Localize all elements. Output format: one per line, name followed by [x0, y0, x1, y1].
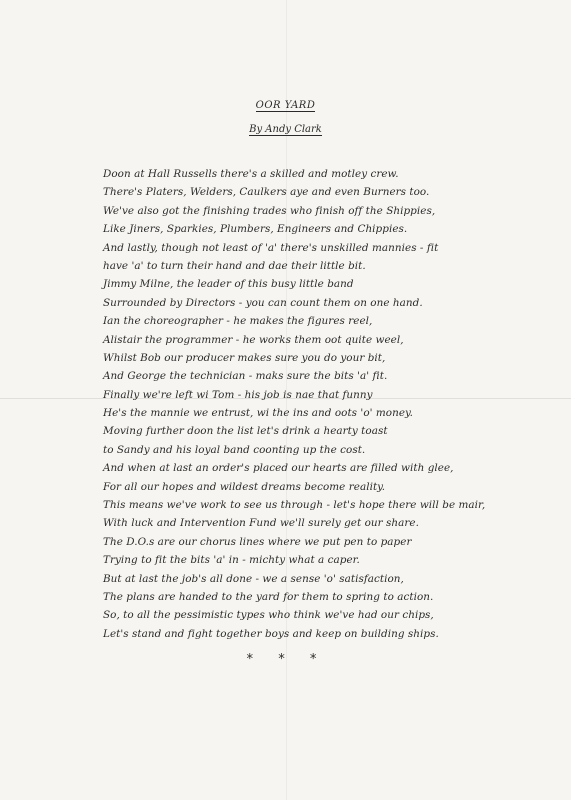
end-mark: * * *: [245, 652, 326, 667]
poem-line: And George the technician - maks sure the bits 'a' fit.: [103, 370, 388, 383]
poem-line: Trying to fit the bits 'a' in - michty what a caper.: [103, 554, 360, 567]
poem-line: Whilst Bob our producer makes sure you do your bit,: [103, 351, 386, 364]
poem-line: With luck and Intervention Fund we'll surely get our share.: [103, 517, 419, 530]
poem-line: Jimmy Milne, the leader of this busy little band: [103, 278, 354, 291]
poem-line: So, to all the pessimistic types who think we've had our chips,: [103, 609, 434, 622]
poem-body: [103, 165, 553, 643]
poem-line: Finally we're left wi Tom - his job is nae that funny: [103, 388, 373, 401]
poem-title-text: OOR YARD: [255, 100, 316, 111]
poem-line: Alistair the programmer - he works them oot quite weel,: [103, 333, 404, 346]
poem-line: And when at last an order's placed our hearts are filled with glee,: [103, 462, 454, 475]
poem-line: The D.O.s are our chorus lines where we put pen to paper: [103, 535, 412, 548]
poem-byline: [0, 124, 571, 135]
poem-line: This means we've work to see us through - let's hope there will be mair,: [103, 499, 486, 512]
poem-line: Moving further doon the list let's drink a hearty toast: [103, 425, 388, 438]
poem-line: to Sandy and his loyal band coonting up the cost.: [103, 443, 366, 456]
poem-byline-text: By Andy Clark: [249, 124, 322, 135]
poem-line: Ian the choreographer - he makes the figures reel,: [103, 315, 373, 328]
poem-line: Surrounded by Directors - you can count them on one hand.: [103, 296, 423, 309]
poem-line: For all our hopes and wildest dreams become reality.: [103, 480, 386, 493]
poem-line: Let's stand and fight together boys and keep on building ships.: [103, 627, 439, 640]
poem-line: The plans are handed to the yard for them to spring to action.: [103, 590, 434, 603]
poem-line: There's Platers, Welders, Caulkers aye and even Burners too.: [103, 186, 430, 199]
poem-line: But at last the job's all done - we a sense 'o' satisfaction,: [103, 572, 404, 585]
poem-line: And lastly, though not least of 'a' there's unskilled mannies - fit: [103, 241, 439, 254]
poem-line: Doon at Hall Russells there's a skilled and motley crew.: [103, 168, 399, 180]
poem-title: [0, 100, 571, 111]
poem-line: We've also got the finishing trades who finish off the Shippies,: [103, 204, 436, 217]
poem-line: He's the mannie we entrust, wi the ins and oots 'o' money.: [103, 407, 413, 420]
poem-line: Like Jiners, Sparkies, Plumbers, Engineers and Chippies.: [103, 223, 408, 236]
poem-line: have 'a' to turn their hand and dae their little bit.: [103, 259, 366, 272]
